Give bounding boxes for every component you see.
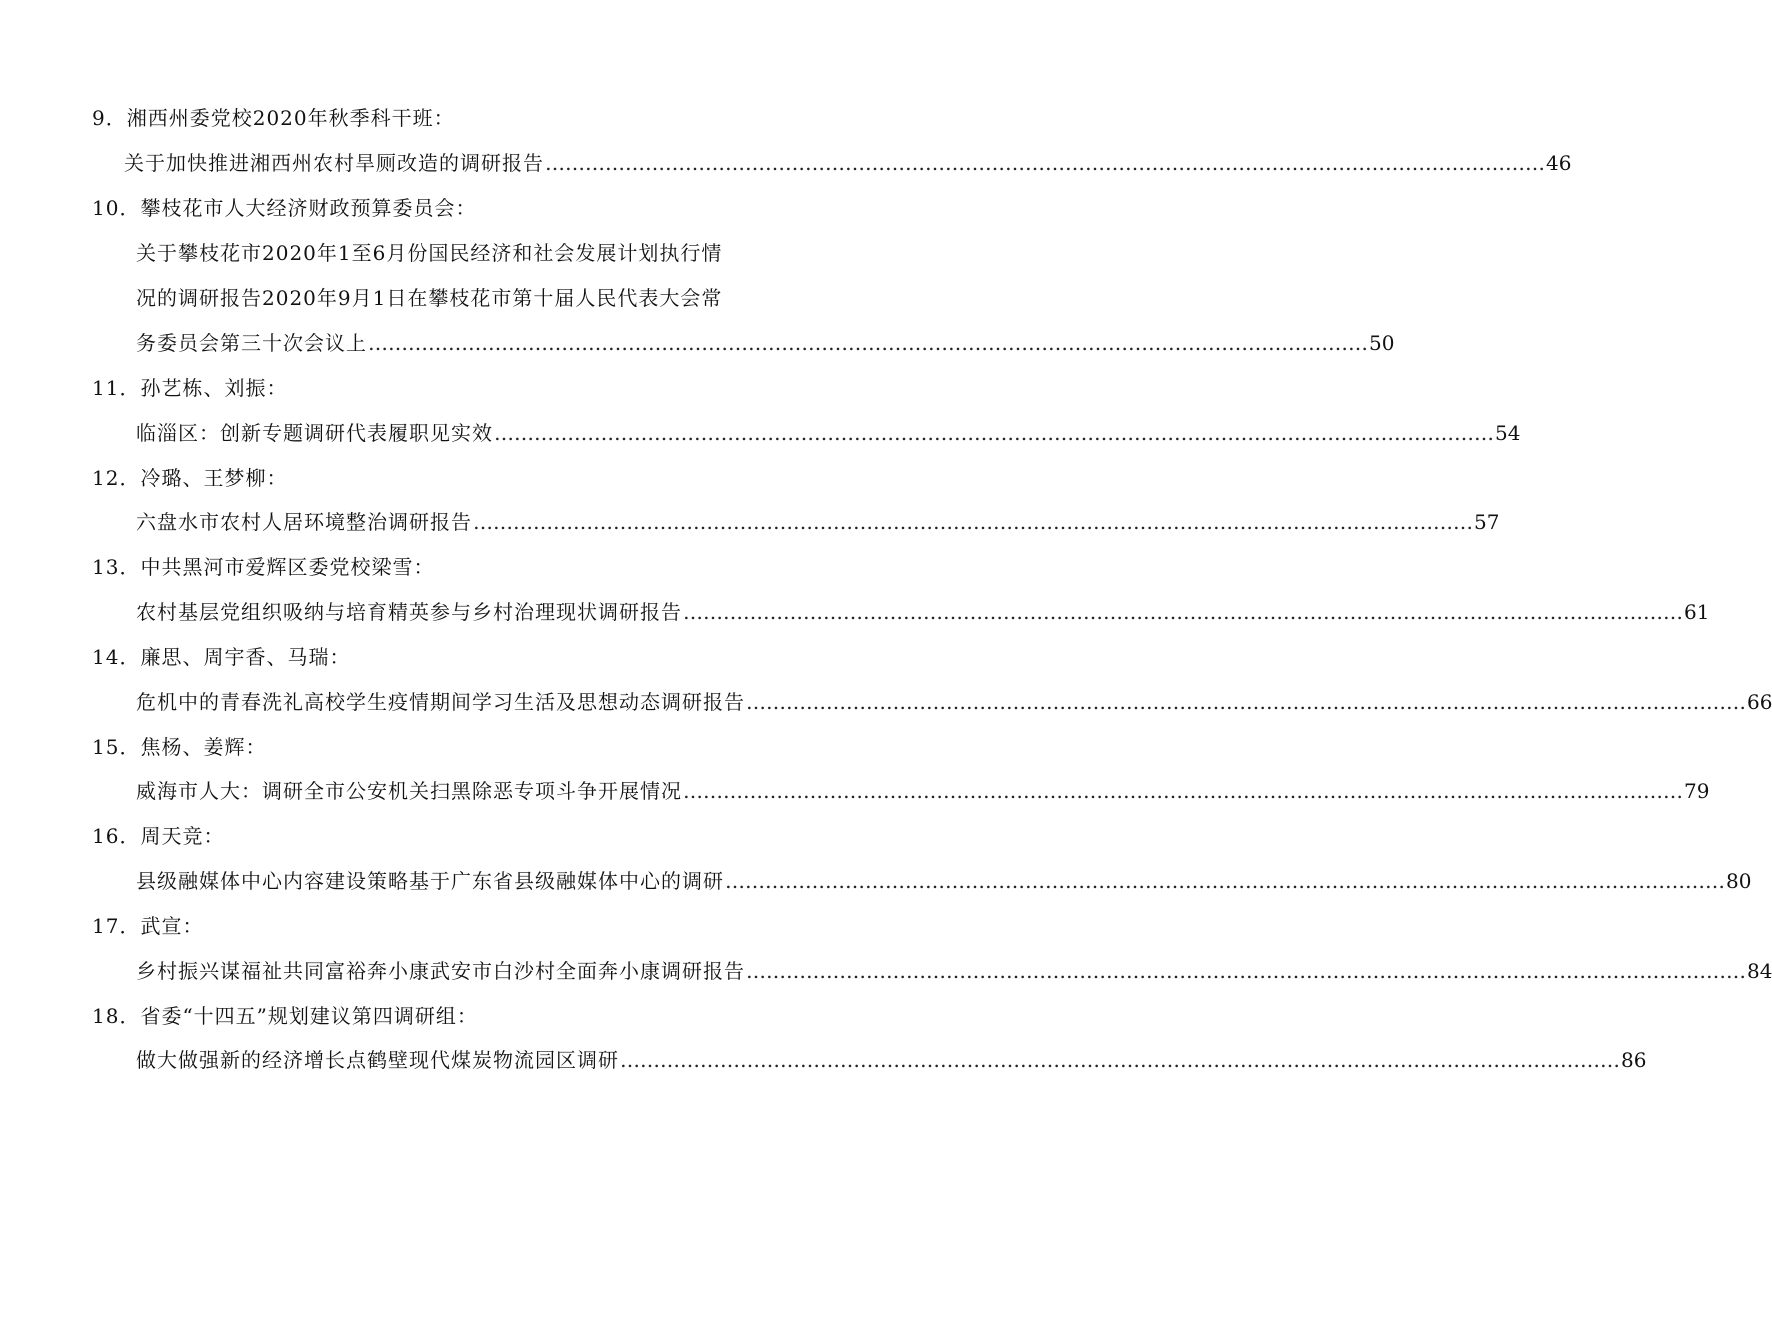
page-number: 46 <box>1546 151 1572 175</box>
page-number: 80 <box>1726 869 1752 893</box>
toc-entry-title[interactable] <box>136 420 1521 446</box>
toc-entry-author <box>92 195 476 221</box>
entry-title: 危机中的青春洗礼高校学生疫情期间学习生活及思想动态调研报告 <box>136 690 745 714</box>
entry-number: 16． <box>92 824 141 848</box>
toc-entry-author <box>92 734 266 760</box>
entry-title: 乡村振兴谋福祉共同富裕奔小康武安市白沙村全面奔小康调研报告 <box>136 959 745 983</box>
entry-author: 廉思、周宇香、马瑞： <box>140 645 351 669</box>
dot-leader: …………………………………………………………………………………………………………………………………… <box>683 600 1683 624</box>
toc-entry-title[interactable] <box>124 150 1572 176</box>
entry-author: 焦杨、姜辉： <box>140 735 267 759</box>
page-number: 86 <box>1621 1048 1647 1072</box>
toc-entry-author <box>92 644 350 670</box>
entry-number: 13． <box>92 555 141 579</box>
toc-entry-title[interactable] <box>136 509 1500 535</box>
entry-number: 10． <box>92 196 141 220</box>
entry-author: 冷璐、王梦柳： <box>140 466 288 490</box>
entry-author: 攀枝花市人大经济财政预算委员会： <box>140 196 477 220</box>
toc-entry-title[interactable] <box>136 689 1772 715</box>
entry-author: 湘西州委党校2020年秋季科干班： <box>126 106 455 130</box>
dot-leader: …………………………………………………………………………………………………………………………………… <box>620 1048 1620 1072</box>
toc-entry-title[interactable] <box>136 868 1752 894</box>
entry-title: 县级融媒体中心内容建设策略基于广东省县级融媒体中心的调研 <box>136 869 724 893</box>
entry-number: 17． <box>92 914 141 938</box>
dot-leader: …………………………………………………………………………………………………………………………………… <box>545 151 1545 175</box>
entry-title-line: 况的调研报告2020年9月1日在攀枝花市第十届人民代表大会常 <box>136 286 723 310</box>
entry-author: 孙艺栋、刘振： <box>140 376 288 400</box>
toc-entry-author <box>92 1003 478 1029</box>
page-number: 66 <box>1747 690 1772 714</box>
entry-author: 武宣： <box>140 914 204 938</box>
page-number: 79 <box>1684 779 1710 803</box>
page-number: 54 <box>1495 421 1521 445</box>
dot-leader: …………………………………………………………………………………………………………………………………… <box>725 869 1725 893</box>
toc-entry-title[interactable] <box>136 1047 1647 1073</box>
entry-number: 12． <box>92 466 141 490</box>
dot-leader: …………………………………………………………………………………………………………………………………… <box>368 331 1368 355</box>
entry-title: 务委员会第三十次会议上 <box>136 331 367 355</box>
entry-title: 关于加快推进湘西州农村旱厕改造的调研报告 <box>124 151 544 175</box>
entry-title: 威海市人大：调研全市公安机关扫黑除恶专项斗争开展情况 <box>136 779 682 803</box>
toc-entry-title[interactable] <box>136 599 1710 625</box>
entry-title: 做大做强新的经济增长点鹤壁现代煤炭物流园区调研 <box>136 1048 619 1072</box>
toc-entry-author <box>92 823 224 849</box>
dot-leader: …………………………………………………………………………………………………………………………………… <box>746 959 1746 983</box>
dot-leader: …………………………………………………………………………………………………………………………………… <box>494 421 1494 445</box>
entry-number: 14． <box>92 645 141 669</box>
page-number: 57 <box>1474 510 1500 534</box>
toc-entry-title[interactable] <box>136 330 1395 356</box>
entry-number: 15． <box>92 735 141 759</box>
toc-entry-author <box>92 554 434 580</box>
entry-title-line: 关于攀枝花市2020年1至6月份国民经济和社会发展计划执行情 <box>136 241 723 265</box>
entry-number: 18． <box>92 1004 141 1028</box>
dot-leader: …………………………………………………………………………………………………………………………………… <box>746 690 1746 714</box>
entry-author: 周天竞： <box>140 824 225 848</box>
entry-author: 省委“十四五”规划建议第四调研组： <box>140 1004 478 1028</box>
page-number: 84 <box>1747 959 1772 983</box>
toc-entry-author <box>92 913 203 939</box>
entry-title: 临淄区：创新专题调研代表履职见实效 <box>136 421 493 445</box>
toc-entry-author <box>92 105 455 131</box>
page-number: 50 <box>1369 331 1395 355</box>
entry-number: 9． <box>92 106 127 130</box>
entry-number: 11． <box>92 376 141 400</box>
entry-title: 农村基层党组织吸纳与培育精英参与乡村治理现状调研报告 <box>136 600 682 624</box>
page-number: 61 <box>1684 600 1710 624</box>
toc-entry-author <box>92 375 287 401</box>
entry-author: 中共黑河市爱辉区委党校梁雪： <box>140 555 435 579</box>
toc-entry-author <box>92 465 287 491</box>
dot-leader: …………………………………………………………………………………………………………………………………… <box>683 779 1683 803</box>
entry-title: 六盘水市农村人居环境整治调研报告 <box>136 510 472 534</box>
dot-leader: …………………………………………………………………………………………………………………………………… <box>473 510 1473 534</box>
toc-entry-title[interactable] <box>136 778 1710 804</box>
toc-entry-title[interactable] <box>136 958 1772 984</box>
